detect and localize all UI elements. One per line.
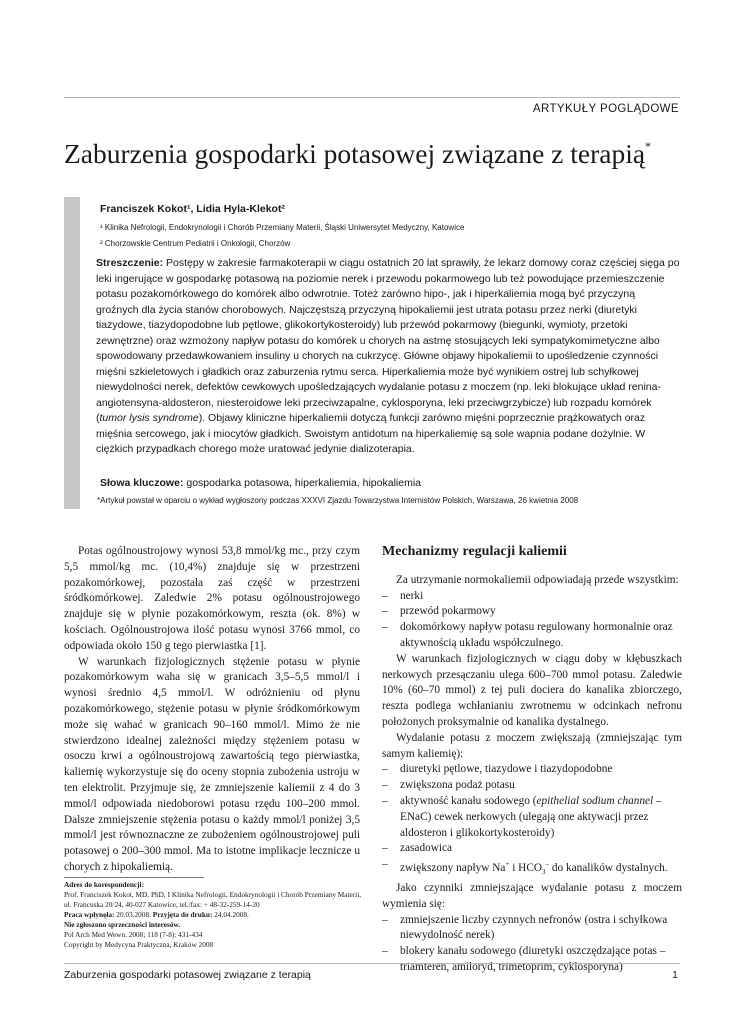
section-label: ARTYKUŁY POGLĄDOWE [532, 103, 679, 115]
left-column [64, 544, 360, 876]
list-item: – diuretyki pętlowe, tiazydowe i tiazydopodobne [382, 762, 682, 778]
list-item: – przewód pokarmowy [382, 604, 682, 620]
list-item: – zasadowica [382, 841, 682, 857]
copyright: Copyright by Medycyna Praktyczna, Kraków 2008 [64, 940, 214, 949]
abstract [96, 256, 680, 458]
title-text: Zaburzenia gospodarki potasowej związane z terapią [64, 138, 646, 169]
section-heading: Mechanizmy regulacji kaliemii [382, 544, 567, 559]
right-column [382, 544, 682, 976]
paragraph: Potas ogólnoustrojowy wynosi 53,8 mmol/kg mc., przy czym 5,5 mmol/kg mc. (10,4%) znajduje się w przestrzeni pozakomórkowej, pozostała zaś część w przestrzeni śródkomórkowej. Zaledwie 2% potasu ogólnoustrojowego znajduje się w płynie pozakomórkowym, reszta (ok. 8%) w kościach. Ogólnoustrojowa ilość potasu wynosi 3766 mmol, co odpowiada około 150 g tego pierwiastka [1]. [64, 545, 360, 652]
received-label: Praca wpłynęła: [64, 910, 115, 919]
abstract-italic: tumor lysis syndrome [99, 412, 199, 424]
list-decrease [382, 913, 682, 976]
paragraph: W warunkach fizjologicznych w ciągu doby w kłębuszkach nerkowych przesączaniu ulega 600–700 mmol potasu. Zaledwie 10% (60–70 mmol) z tej puli dociera do kanalika zbiorczego, reszta podlega wchłanianiu zwrotnemu w odcinkach nefronu położonych proksymalnie od kanalika dystalnego. [382, 652, 682, 728]
correspondence-rule [64, 877, 204, 878]
text: aktywność kanału sodowego ( [400, 794, 537, 807]
list-item: – nerki [382, 589, 682, 605]
list-item [382, 857, 682, 881]
keywords [100, 477, 421, 489]
article-title [64, 138, 704, 170]
running-title: Zaburzenia gospodarki potasowej związane z terapią [64, 969, 311, 981]
list-item [382, 794, 682, 841]
paragraph: Wydalanie potasu z moczem zwiększają (zmniejszając tym samym kaliemię): [382, 731, 682, 760]
text: i HCO [509, 861, 543, 874]
list-item: – zwiększona podaż potasu [382, 778, 682, 794]
correspondence-label: Adres do korespondencji: [64, 880, 145, 889]
abstract-sidebar-bar [64, 197, 80, 509]
conflict-statement: Nie zgłoszono sprzeczności interesów. [64, 920, 181, 929]
text: – ENaC) cewek nerkowych (ulegają one aktywacji przez aldosteron i glikokortykosteroidy) [400, 794, 662, 839]
correspondence-block [64, 880, 364, 950]
affiliation-2: ² Chorzowskie Centrum Pediatrii i Onkologii, Chorzów [100, 239, 291, 248]
abstract-text-2: ). Objawy kliniczne hiperkaliemii dotyczą funkcji zarówno mięśni poprzecznie prążkowatych oraz mięśnia sercowego, jak i miocytów gładkich. Swoistym antidotum na hiperkaliemię są sole wapnia podane dożylnie. W ciężkich przypadkach chorego może uratować jedynie dializoterapia. [96, 412, 646, 455]
keywords-text: gospodarka potasowa, hiperkaliemia, hipokaliemia [183, 477, 421, 489]
text: zwiększony napływ Na [400, 861, 506, 874]
paragraph: Jako czynniki zmniejszające wydalanie potasu z moczem wymienia się: [382, 881, 682, 910]
paragraph: Za utrzymanie normokaliemii odpowiadają przede wszystkim: [396, 573, 679, 586]
list-regulation [382, 589, 682, 652]
abstract-text: Postępy w zakresie farmakoterapii w ciągu ostatnich 20 lat sprawiły, że lekarz domowy coraz częściej sięga po leki ingerujące w gospodarkę potasową na poziomie nerek i przewodu pokarmowego lub też powodujące przemieszczenie potasu pozakomórkowego do komórek albo odwrotnie. Toteż zarówno hipo-, jak i hiperkaliemia mogą być przyczyną groźnych dla życia stanów chorobowych. Najczęstszą przyczyną hipokaliemii jest utrata potasu przez nerki (diuretyki tiazydowe, tiazydopodobne lub pętlowe, glikokortykosteroidy) lub przewód pokarmowy (biegunki, wymioty, przetoki zewnętrzne) oraz wzmożony napływ potasu do komórek u chorych na astmę stosujących leki sympatykomimetyczne albo spowodowany przedawkowaniem insuliny u chorych na cukrzycę. Główne objawy hipokaliemii to upośledzenie czynności mięśni szkieletowych i gładkich oraz zaburzenia rytmu serca. Hiperkaliemia może być wynikiem ostrej lub schyłkowej niewydolności nerek, defektów cewkowych upośledzających wydalanie potasu z moczem (np. leki blokujące układ renina-angiotensyna-aldosteron, niesteroidowe leki przeciwzapalne, cyklosporyna, leki przeciwgrzybicze) lub rozpadu komórek ( [96, 257, 680, 424]
accepted-date: 24.04.2008. [212, 910, 249, 919]
received-date: 20.03.2008. [114, 910, 153, 919]
affiliation-1: ¹ Klinika Nefrologii, Endokrynologii i Chorób Przemiany Materii, Śląski Uniwersytet Medyczny, Katowice [100, 223, 465, 232]
subscript: 3 [542, 868, 546, 877]
italic-term: epithelial sodium channel [536, 794, 654, 807]
list-item: – zmniejszenie liczby czynnych nefronów (ostra i schyłkowa niewydolność nerek) [382, 913, 682, 945]
top-rule [64, 97, 680, 98]
page-number: 1 [672, 969, 678, 981]
title-footnote-mark: * [645, 139, 652, 153]
list-increase [382, 762, 682, 881]
superscript: – [545, 860, 550, 869]
author-list: Franciszek Kokot¹, Lidia Hyla-Klekot² [100, 203, 285, 215]
citation: Pol Arch Med Wewn. 2008; 118 (7-8): 431-434 [64, 930, 203, 939]
paragraph: W warunkach fizjologicznych stężenie potasu w płynie pozakomórkowym waha się w granicach 3,5–5,5 mmol/l i wynosi średnio 4,5 mmol/l. W odróżnieniu od płynu pozakomórkowego, stężenie potasu w płynie śródkomórkowym może się wahać w granicach 90–160 mmol/l. Mimo że nie stwierdzono idealnej zależności między stężeniem potasu w osoczu krwi a ogólnoustrojową zawartością tego pierwiastka, kaliemię wykorzystuje się do oceny stopnia zubożenia ustroju w ten elektrolit. Przyjmuje się, że zmniejszenie kaliemii z 4 do 3 mmol/l odpowiada niedoborowi potasu rzędu 100–200 mmol. Dalsze zmniejszenie stężenia potasu o każdy mmol/l poniżej 3,5 mmol/l jest równoznaczne ze zubożeniem ogólnoustrojowej puli potasowej o 200–300 mmol. Ma to istotne implikacje lecznicze u chorych z hipokaliemią. [64, 655, 360, 873]
list-item: – blokery kanału sodowego (diuretyki oszczędzające potas – triamteren, amiloryd, trimetoprim, cyklosporyna) [382, 944, 682, 976]
abstract-label: Streszczenie: [96, 257, 164, 269]
bottom-rule [64, 963, 680, 964]
keywords-label: Słowa kluczowe: [100, 477, 184, 489]
superscript: + [505, 860, 510, 869]
correspondence-address: Prof. Franciszek Kokot, MD, PhD, I Klinika Nefrologii, Endokrynologii i Chorób Przemiany Materii, ul. Francuska 20/24, 40-027 Katowice, tel./fax: + 48-32-259-14-20 [64, 890, 362, 909]
accepted-label: Przyjęta do druku: [152, 910, 213, 919]
article-footnote: *Artykuł powstał w oparciu o wykład wygłoszony podczas XXXVI Zjazdu Towarzystwa Internistów Polskich, Warszawa, 26 kwietnia 2008 [97, 496, 579, 505]
text: do kanalików dystalnych. [549, 861, 668, 874]
list-item: – dokomórkowy napływ potasu regulowany hormonalnie oraz aktywnością układu współczulnego. [382, 620, 682, 652]
